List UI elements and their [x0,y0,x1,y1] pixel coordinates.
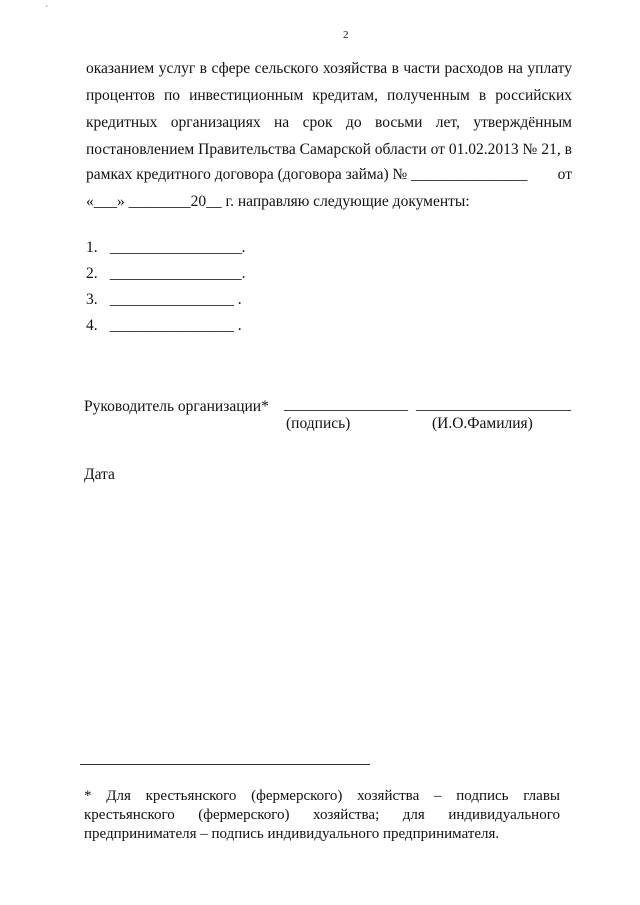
list-item-blank: ________________ . [109,317,242,334]
list-item-blank: _________________. [109,239,246,256]
page-number: 2 [343,29,349,41]
list-item [86,291,242,309]
signature-sign-caption: (подпись) [286,415,351,432]
date-label: Дата [84,466,115,483]
list-item [86,317,242,335]
list-item-number: 4. [86,317,98,334]
footnote-line-3: предпринимателя – подпись индивидуального предпринимателя. [84,826,500,842]
signature-role: Руководитель организации* [84,398,269,415]
list-item [86,265,246,283]
list-item [86,239,246,257]
signature-sign-line: ________________ [284,396,408,413]
body-line-3: кредитных организациях на срок до восьми лет, утверждённым [86,114,572,131]
contract-line-left: рамках кредитного договора (договора займа) № _______________ [86,166,528,183]
contract-line [86,166,572,184]
list-item-blank: _________________. [109,265,246,282]
list-item-number: 2. [86,265,98,282]
signature-name-line: ____________________ [416,396,571,413]
corner-mark: ` [45,5,49,16]
footnote-line-2: крестьянского (фермерского) хозяйства; для индивидуального [84,807,560,823]
body-line-1: оказанием услуг в сфере сельского хозяйства в части расходов на уплату [86,60,572,77]
list-item-number: 3. [86,291,98,308]
body-line-4: постановлением Правительства Самарской области от 01.02.2013 № 21, в [86,141,572,158]
list-item-blank: ________________ . [109,291,242,308]
footnote-divider [80,764,370,765]
signature-name-caption: (И.О.Фамилия) [432,415,533,432]
date-line: «___» ________20__ г. направляю следующие документы: [86,193,470,210]
body-line-2: процентов по инвестиционным кредитам, полученным в российских [86,87,572,104]
footnote-line-1: * Для крестьянского (фермерского) хозяйства – подпись главы [84,788,560,804]
contract-line-right: от [557,166,572,183]
list-item-number: 1. [86,239,98,256]
